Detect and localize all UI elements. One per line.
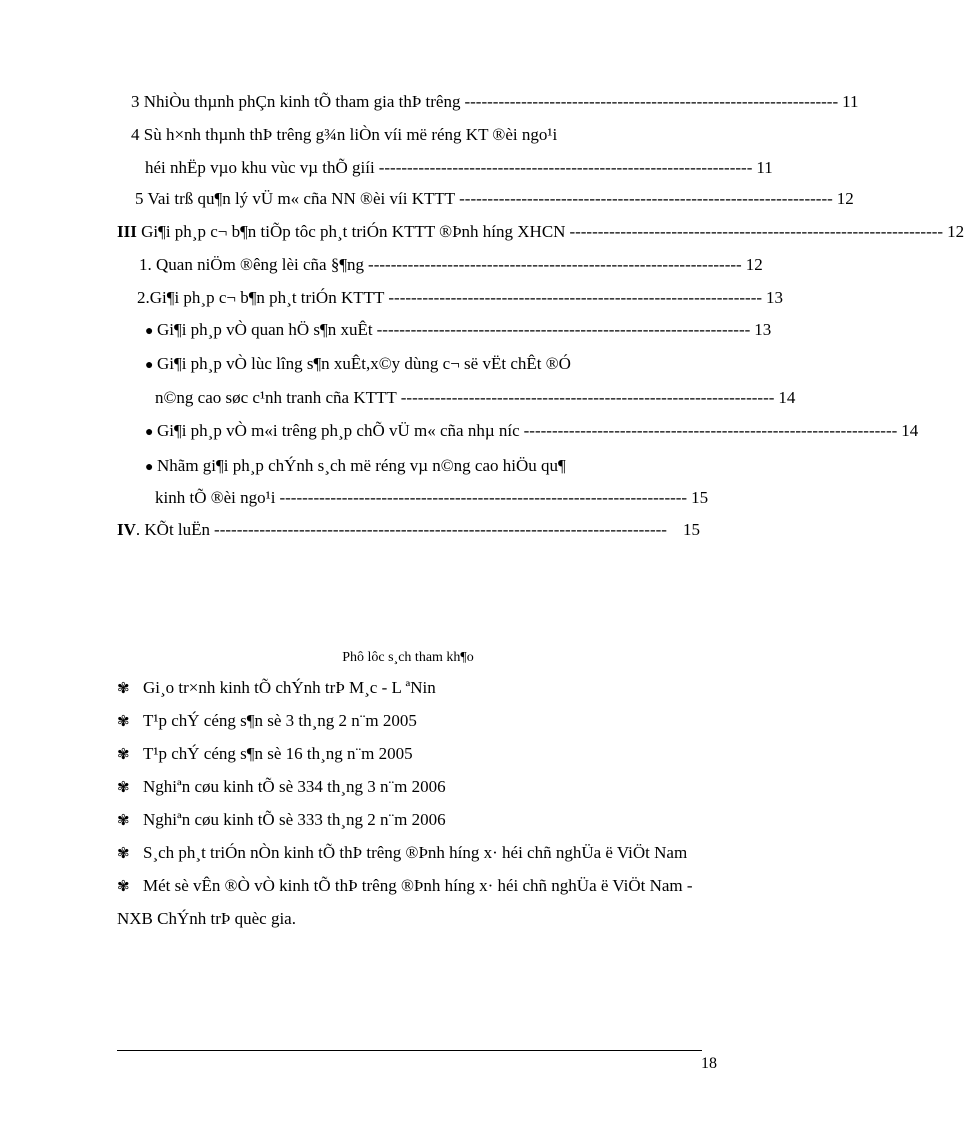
- flower-bullet-icon: ✾: [117, 813, 130, 829]
- list-item: ✾ Gi¸o tr×nh kinh tÕ chÝnh trÞ M¸c - L ªNin: [117, 672, 707, 705]
- toc-entry: [145, 353, 700, 375]
- toc-entry: [145, 455, 700, 477]
- toc-leader: ------------------------------------------------------------------: [400, 388, 775, 407]
- toc-entry-text: n©ng cao søc c¹nh tranh cña KTTT: [155, 388, 397, 407]
- toc-entry-text: kinh tÕ ®èi ngo¹i: [155, 488, 276, 507]
- toc-leader: ------------------------------------------------------------------: [464, 92, 839, 111]
- toc-leader: ------------------------------------------------------------------------: [279, 488, 688, 507]
- toc-leader: ------------------------------------------------------------------: [378, 158, 753, 177]
- toc-entry: [117, 221, 964, 243]
- toc-leader: ------------------------------------------------------------------: [569, 222, 944, 241]
- toc-entry-text: 5 Vai trß qu¶n lý vÜ m« cña NN ®èi víi KTTT: [135, 189, 456, 208]
- toc-entry-text: 4 Sù h×nh thµnh thÞ trêng g¾n liÒn víi më réng KT ®èi ngo¹i: [131, 125, 558, 144]
- bibliography-list: [117, 672, 707, 935]
- toc-entry: [131, 124, 700, 146]
- toc-entry: [145, 157, 773, 179]
- list-item: ✾ S¸ch ph¸t triÓn nÒn kinh tÕ thÞ trêng ®Þnh híng x· héi chñ nghÜa ë ViÖt Nam: [117, 837, 707, 870]
- toc-page-number: 15: [691, 488, 709, 507]
- toc-entry-text: ● Nhãm gi¶i ph¸p chÝnh s¸ch më réng vµ n©ng cao hiÖu qu¶: [145, 455, 566, 479]
- toc-page-number: 12: [947, 222, 964, 241]
- bullet-icon: ●: [145, 358, 154, 373]
- toc-page-number: 12: [836, 189, 854, 208]
- toc-page-number: 13: [766, 288, 784, 307]
- toc-page-number: 11: [842, 92, 859, 111]
- flower-bullet-icon: ✾: [117, 714, 130, 730]
- toc-entry-text: 3 NhiÒu thµnh phÇn kinh tÕ tham gia thÞ trêng: [131, 92, 461, 111]
- toc-leader: ------------------------------------------------------------------: [459, 189, 833, 208]
- toc-entry: [137, 287, 784, 309]
- bullet-icon: ●: [145, 324, 154, 339]
- list-item: ✾ Mét sè vÊn ®Ò vÒ kinh tÕ thÞ trêng ®Þnh híng x· héi chñ nghÜa ë ViÖt Nam - NXB ChÝnh trÞ quèc gia.: [117, 870, 707, 935]
- flower-bullet-icon: ✾: [117, 879, 130, 895]
- toc-entry-text: ● Gi¶i ph¸p vÒ lùc lîng s¶n xuÊt,x©y dùng c¬ së vËt chÊt ®Ó: [145, 353, 571, 377]
- toc-entry-text: III Gi¶i ph¸p c¬ b¶n tiÕp tôc ph¸t triÓn KTTT ®Þnh híng XHCN: [117, 222, 566, 241]
- toc-leader: ------------------------------------------------------------------: [523, 421, 898, 440]
- toc-entry-text: 1. Quan niÖm ®êng lèi cña §¶ng: [139, 255, 365, 274]
- footer-divider: [117, 1050, 702, 1051]
- toc-page-number: 12: [745, 255, 763, 274]
- toc-entry: [145, 420, 919, 442]
- list-item: ✾ Nghiªn cøu kinh tÕ sè 333 th¸ng 2 n¨m 2006: [117, 804, 707, 837]
- toc-page-number: 15: [683, 520, 700, 539]
- toc-entry-text: ● Gi¶i ph¸p vÒ quan hÖ s¶n xuÊt: [145, 319, 373, 343]
- toc-entry-text: ● Gi¶i ph¸p vÒ m«i trêng ph¸p chÕ vÜ m« cña nhµ níc: [145, 420, 520, 444]
- toc-entry: [155, 487, 709, 509]
- toc-leader: ------------------------------------------------------------------: [368, 255, 742, 274]
- bibliography-title: Phô lôc s¸ch tham kh¶o: [342, 650, 474, 665]
- page-number: 18: [701, 1055, 717, 1072]
- toc-entry-prefix: IV: [117, 520, 136, 539]
- toc-leader: --------------------------------------------------------------------------------: [214, 520, 667, 539]
- toc-page-number: 11: [756, 158, 773, 177]
- toc-leader: ------------------------------------------------------------------: [376, 320, 751, 339]
- list-item: ✾ T¹p chÝ céng s¶n sè 16 th¸ng n¨m 2005: [117, 738, 707, 771]
- list-item: ✾ T¹p chÝ céng s¶n sè 3 th¸ng 2 n¨m 2005: [117, 705, 707, 738]
- toc-entry: [131, 91, 859, 113]
- toc-entry: [145, 319, 772, 341]
- toc-page-number: 14: [901, 421, 919, 440]
- toc-page-number: 14: [778, 388, 796, 407]
- flower-bullet-icon: ✾: [117, 780, 130, 796]
- toc-entry-text: 2.Gi¶i ph¸p c¬ b¶n ph¸t triÓn KTTT: [137, 288, 385, 307]
- toc-entry-text: IV. KÕt luËn: [117, 520, 211, 539]
- toc-leader: ------------------------------------------------------------------: [388, 288, 763, 307]
- toc-entry: [117, 519, 700, 541]
- toc-entry: [135, 188, 854, 210]
- list-item: ✾ Nghiªn cøu kinh tÕ sè 334 th¸ng 3 n¨m 2006: [117, 771, 707, 804]
- toc-entry-prefix: III: [117, 222, 137, 241]
- bullet-icon: ●: [145, 425, 154, 440]
- toc-entry: [155, 387, 796, 409]
- flower-bullet-icon: ✾: [117, 681, 130, 697]
- toc-page-number: 13: [754, 320, 772, 339]
- flower-bullet-icon: ✾: [117, 846, 130, 862]
- bullet-icon: ●: [145, 460, 154, 475]
- flower-bullet-icon: ✾: [117, 747, 130, 763]
- toc-entry-text: héi nhËp vµo khu vùc vµ thÕ giíi: [145, 158, 375, 177]
- toc-entry: [139, 254, 763, 276]
